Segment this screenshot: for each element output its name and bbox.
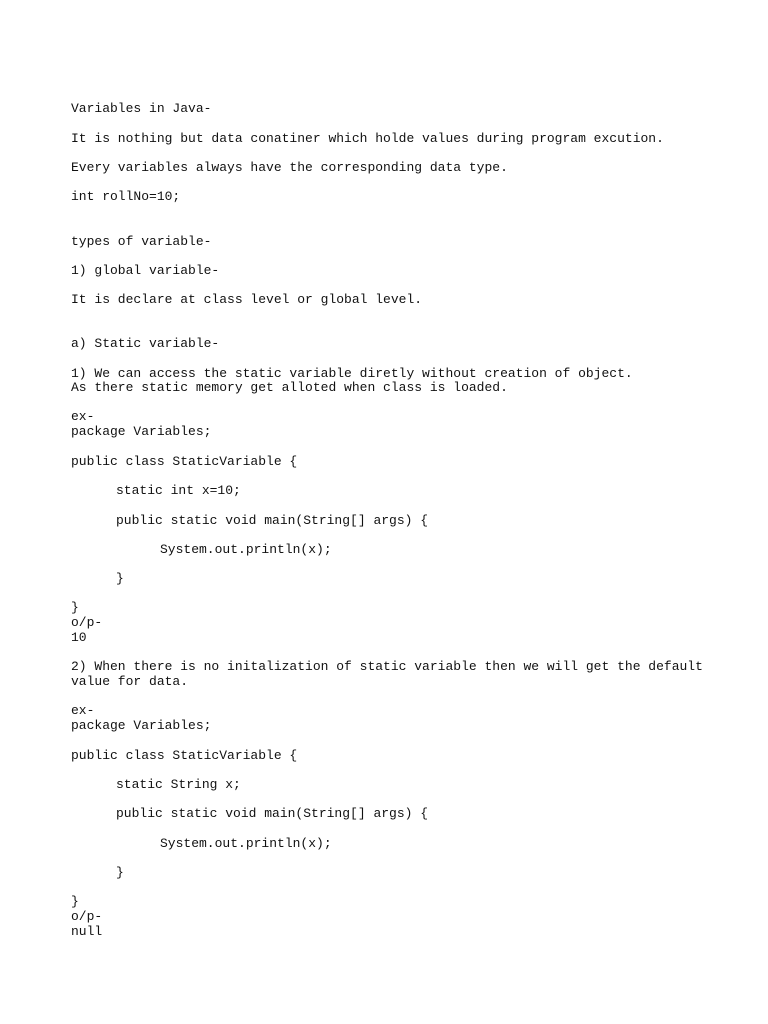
point1-line2: As there static memory get alloted when class is loaded. bbox=[71, 380, 508, 395]
example2-print: System.out.println(x); bbox=[160, 836, 332, 851]
types-heading: types of variable- bbox=[71, 234, 212, 249]
example2-package-line: package Variables; bbox=[71, 718, 212, 733]
point2-line1: 2) When there is no initalization of static variable then we will get the default bbox=[71, 659, 703, 674]
datatype-note: Every variables always have the corresponding data type. bbox=[71, 160, 508, 175]
example1-field: static int x=10; bbox=[116, 483, 241, 498]
example2-label: ex- bbox=[71, 703, 95, 718]
example2-main-close: } bbox=[116, 865, 124, 880]
example2-class-close: } bbox=[71, 894, 79, 909]
intro-example-code: int rollNo=10; bbox=[71, 189, 181, 204]
example2-output-label: o/p- bbox=[71, 909, 103, 924]
example2-main-open: public static void main(String[] args) { bbox=[116, 806, 429, 821]
global-variable-heading: 1) global variable- bbox=[71, 263, 220, 278]
static-variable-heading: a) Static variable- bbox=[71, 336, 220, 351]
example1-class-open: public class StaticVariable { bbox=[71, 454, 298, 469]
example1-print: System.out.println(x); bbox=[160, 542, 332, 557]
example1-main-close: } bbox=[116, 571, 124, 586]
example1-class-close: } bbox=[71, 600, 79, 615]
page-title: Variables in Java- bbox=[71, 101, 212, 116]
example1-main-open: public static void main(String[] args) { bbox=[116, 513, 429, 528]
global-variable-description: It is declare at class level or global level. bbox=[71, 292, 423, 307]
point1-line1: 1) We can access the static variable diretly without creation of object. bbox=[71, 366, 633, 381]
example1-label: ex- bbox=[71, 409, 95, 424]
point2-line2: value for data. bbox=[71, 674, 189, 689]
example1-package-line: package Variables; bbox=[71, 424, 212, 439]
example2-class-open: public class StaticVariable { bbox=[71, 748, 298, 763]
definition-text: It is nothing but data conatiner which holde values during program excution. bbox=[71, 131, 664, 146]
example2-output-value: null bbox=[71, 924, 103, 939]
example1-output-label: o/p- bbox=[71, 615, 103, 630]
example1-output-value: 10 bbox=[71, 630, 87, 645]
example2-field: static String x; bbox=[116, 777, 241, 792]
